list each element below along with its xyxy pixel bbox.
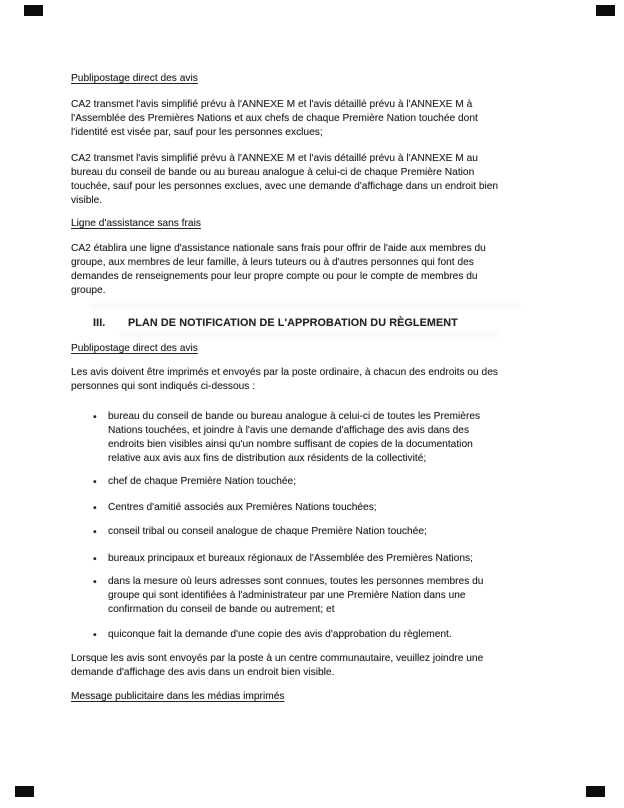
text-line: CA2 transmet l'avis simplifié prévu à l'ANNEXE M et l'avis détaillé prévu à l'ANNEXE M au xyxy=(71,153,478,164)
text-line: l'identité est visée par, sauf pour les personnes exclues; xyxy=(71,127,323,138)
section-title: PLAN DE NOTIFICATION DE L'APPROBATION DU RÈGLEMENT xyxy=(128,317,458,329)
text-line: chef de chaque Première Nation touchée; xyxy=(108,476,297,487)
text-line: relative aux avis aux fins de distribution aux résidents de la collectivité; xyxy=(108,453,427,464)
paragraph-les-avis xyxy=(71,366,498,394)
scan-smudge-artifact xyxy=(120,332,500,337)
text-line: conseil tribal ou conseil analogue de chaque Première Nation touchée; xyxy=(108,526,427,537)
text-line: bureaux principaux et bureaux régionaux de l'Assemblée des Premières Nations; xyxy=(108,553,473,564)
text-line: groupe. xyxy=(71,285,106,296)
bullet-text xyxy=(108,475,296,489)
text-line: CA2 établira une ligne d'assistance nationale sans frais pour offrir de l'aide aux membres du xyxy=(71,243,486,254)
bullet-text xyxy=(108,501,377,515)
bullet-marker: • xyxy=(93,502,97,514)
text-line: bureau du conseil de bande ou bureau analogue à celui-ci de toutes les Premières xyxy=(108,411,481,422)
bullet-marker: • xyxy=(93,411,97,423)
bullet-marker: • xyxy=(93,629,97,641)
text-line: Nations touchées, et joindre à l'avis une demande d'affichage des avis dans des xyxy=(108,425,470,436)
text-line: Les avis doivent être imprimés et envoyés par la poste ordinaire, à chacun des endroits ou des xyxy=(71,367,498,378)
heading-publipostage-direct-1: Publipostage direct des avis xyxy=(71,73,198,84)
text-line: Centres d'amitié associés aux Premières Nations touchées; xyxy=(108,502,377,513)
text-line: demande d'affichage des avis dans un endroit bien visible. xyxy=(71,667,335,678)
text-line: confirmation du conseil de bande ou autrement; et xyxy=(108,604,335,615)
text-line: touchée, sauf pour les personnes exclues, avec une demande d'affichage dans un endroit bien xyxy=(71,181,499,192)
text-line: dans la mesure où leurs adresses sont connues, toutes les personnes membres du xyxy=(108,576,484,587)
scan-corner-mark-bottom-right xyxy=(586,786,605,797)
scan-smudge-artifact xyxy=(90,303,520,309)
bullet-text xyxy=(108,552,473,566)
text-line: quiconque fait la demande d'une copie des avis d'approbation du règlement. xyxy=(108,629,452,640)
text-line: visible. xyxy=(71,195,103,206)
bullet-marker: • xyxy=(93,476,97,488)
scan-corner-mark-top-left xyxy=(24,5,43,16)
heading-ligne-assistance: Ligne d'assistance sans frais xyxy=(71,218,201,229)
bullet-text xyxy=(108,575,483,617)
scan-corner-mark-bottom-left xyxy=(15,786,34,797)
heading-publipostage-direct-2: Publipostage direct des avis xyxy=(71,343,198,354)
scan-corner-mark-top-right xyxy=(596,5,615,16)
paragraph-ca2-transmet-assemblee xyxy=(71,98,478,140)
paragraph-ca2-etablira xyxy=(71,242,486,298)
paragraph-lorsque-les-avis xyxy=(71,652,483,680)
bullet-text xyxy=(108,525,427,539)
bullet-text xyxy=(108,410,480,466)
text-line: demandes de renseignements pour leur propre compte ou pour le compte de membres du xyxy=(71,271,478,282)
section-number: III. xyxy=(93,317,106,329)
text-line: bureau du conseil de bande ou au bureau analogue à celui-ci de chaque Première Nation xyxy=(71,167,475,178)
bullet-marker: • xyxy=(93,576,97,588)
text-line: groupe qui sont identifiées à l'administrateur par une Première Nation dans une xyxy=(108,590,466,601)
bullet-text xyxy=(108,628,452,642)
text-line: groupe, aux membres de leur famille, à leurs tuteurs ou à d'autres personnes qui font des xyxy=(71,257,474,268)
bullet-marker: • xyxy=(93,526,97,538)
heading-message-publicitaire: Message publicitaire dans les médias imprimés xyxy=(71,691,285,702)
text-line: endroits bien visibles ainsi qu'un nombre suffisant de copies de la documentation xyxy=(108,439,473,450)
bullet-marker: • xyxy=(93,553,97,565)
section-heading-plan-notification xyxy=(0,316,624,331)
paragraph-ca2-transmet-bureau xyxy=(71,152,498,208)
text-line: CA2 transmet l'avis simplifié prévu à l'ANNEXE M et l'avis détaillé prévu à l'ANNEXE M à xyxy=(71,99,473,110)
text-line: Lorsque les avis sont envoyés par la poste à un centre communautaire, veuillez joindre une xyxy=(71,653,484,664)
text-line: personnes qui sont indiqués ci-dessous : xyxy=(71,381,256,392)
text-line: l'Assemblée des Premières Nations et aux chefs de chaque Première Nation touchée dont xyxy=(71,113,478,124)
